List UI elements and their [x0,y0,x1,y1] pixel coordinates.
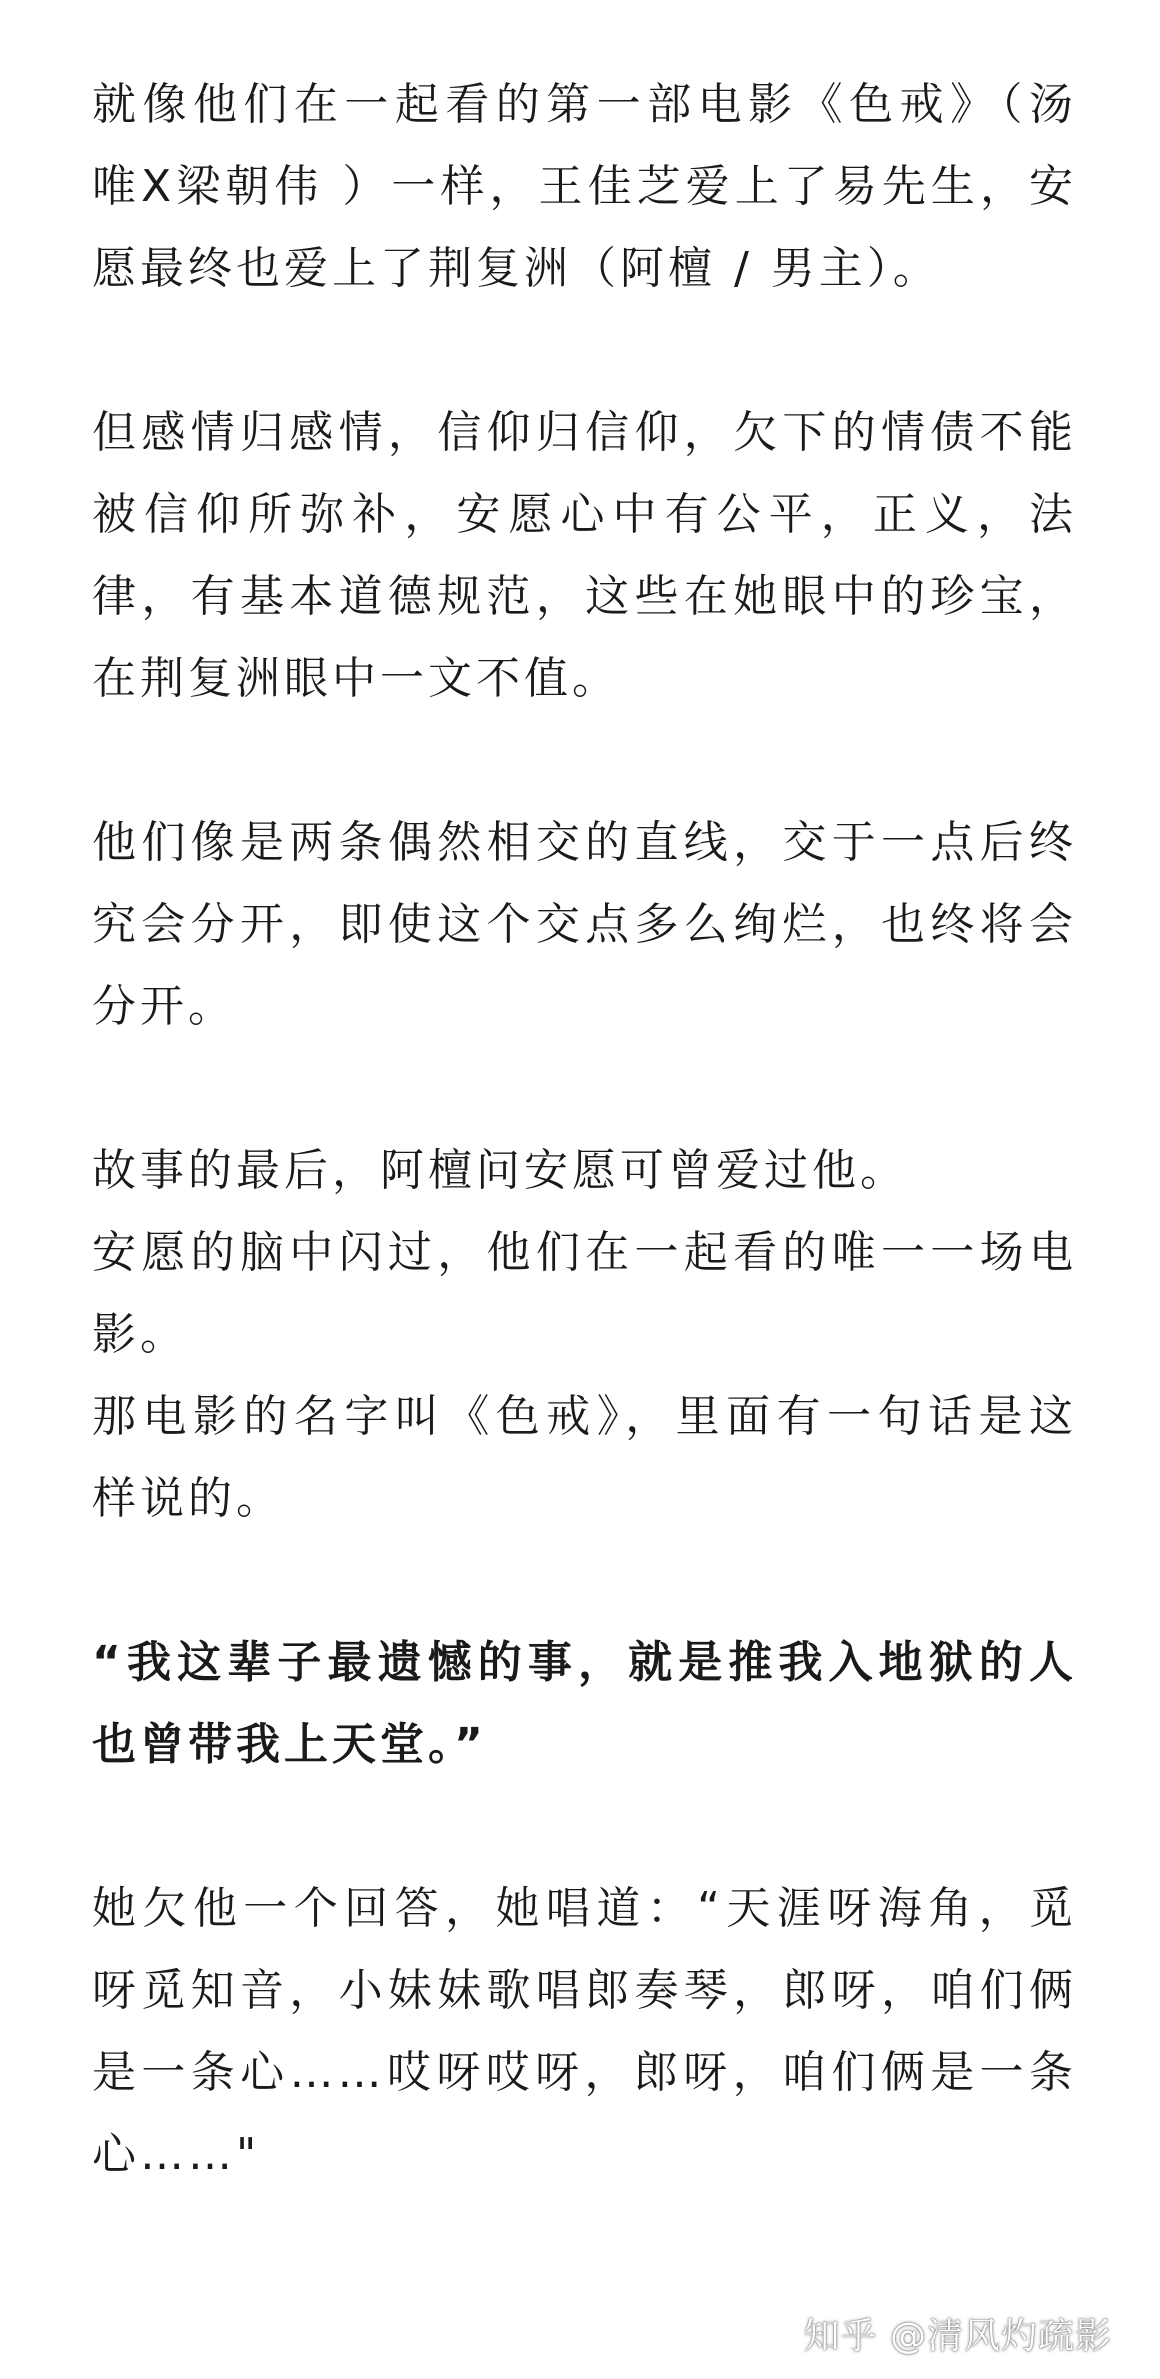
paragraph-line: 安愿的脑中闪过，他们在一起看的唯一一场电影。 [92,1227,1077,1360]
article-body [92,64,1077,2196]
paragraph [92,1130,1077,1540]
zhihu-watermark: 知乎 @清风灼疏影 [803,2316,1112,2357]
paragraph-line: 故事的最后，阿檀问安愿可曾爱过他。 [92,1145,908,1196]
quote-paragraph: “我这辈子最遗憾的事，就是推我入地狱的人也曾带我上天堂。” [92,1637,1077,1770]
paragraph: 但感情归感情，信仰归信仰，欠下的情债不能被信仰所弥补，安愿心中有公平，正义，法律，有基本道德规范，这些在她眼中的珍宝，在荆复洲眼中一文不值。 [92,407,1077,704]
paragraph: 他们像是两条偶然相交的直线，交于一点后终究会分开，即使这个交点多么绚烂，也终将会分开。 [92,817,1077,1032]
paragraph: 就像他们在一起看的第一部电影《色戒》（汤唯X梁朝伟 ）一样，王佳芝爱上了易先生，安愿最终也爱上了荆复洲（阿檀 / 男主）。 [92,79,1077,294]
paragraph-line: 那电影的名字叫《色戒》，里面有一句话是这样说的。 [92,1391,1077,1524]
paragraph: 她欠他一个回答，她唱道：“天涯呀海角，觅呀觅知音，小妹妹歌唱郎奏琴，郎呀，咱们俩是一条心……哎呀哎呀，郎呀，咱们俩是一条心……" [92,1883,1077,2180]
